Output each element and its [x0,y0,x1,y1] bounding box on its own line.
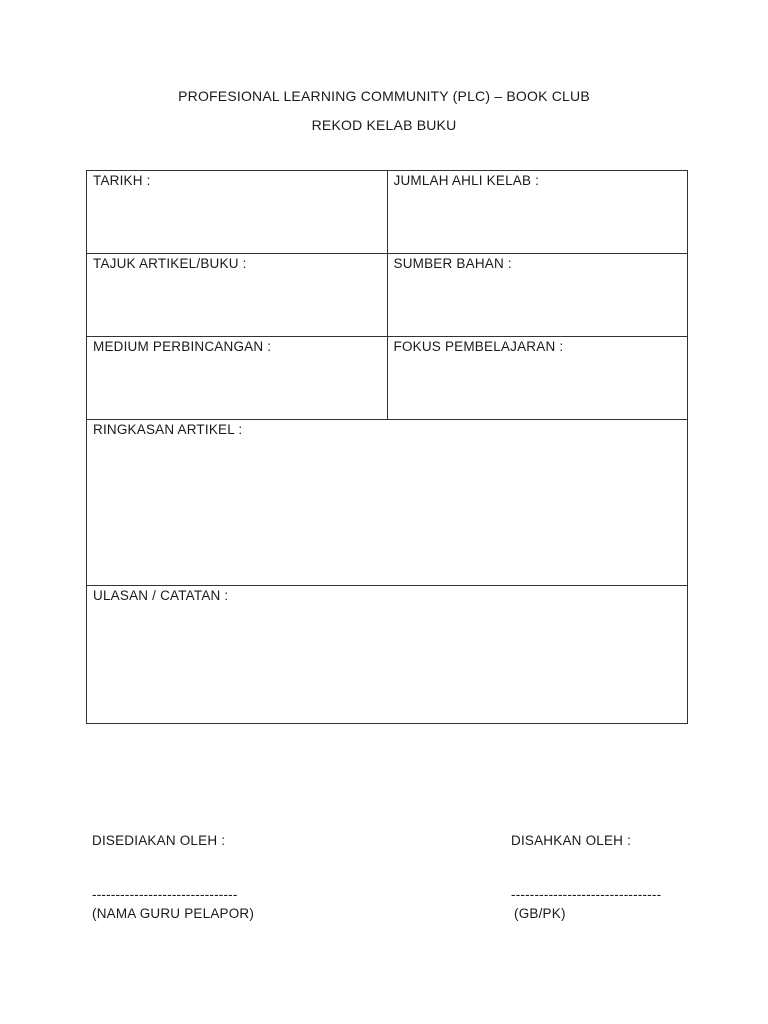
tarikh-field: TARIKH : [87,171,388,254]
record-form-table [86,170,688,724]
sumber-field: SUMBER BAHAN : [387,254,688,337]
jumlah-ahli-field: JUMLAH AHLI KELAB : [387,171,688,254]
prepared-by-signature-line: ------------------------------- [92,887,238,902]
tajuk-field: TAJUK ARTIKEL/BUKU : [87,254,388,337]
fokus-field: FOKUS PEMBELAJARAN : [387,337,688,420]
prepared-by-name: (NAMA GURU PELAPOR) [92,906,255,921]
ringkasan-field: RINGKASAN ARTIKEL : [87,420,688,586]
document-subtitle: REKOD KELAB BUKU [311,117,457,133]
medium-field: MEDIUM PERBINCANGAN : [87,337,388,420]
approved-by-label: DISAHKAN OLEH : [511,833,632,848]
approved-by-signature-line: -------------------------------- [511,887,662,902]
prepared-by-label: DISEDIAKAN OLEH : [92,833,226,848]
approved-by-name: (GB/PK) [514,906,566,921]
ulasan-field: ULASAN / CATATAN : [87,586,688,724]
document-title: PROFESIONAL LEARNING COMMUNITY (PLC) – BOOK CLUB [178,88,590,104]
